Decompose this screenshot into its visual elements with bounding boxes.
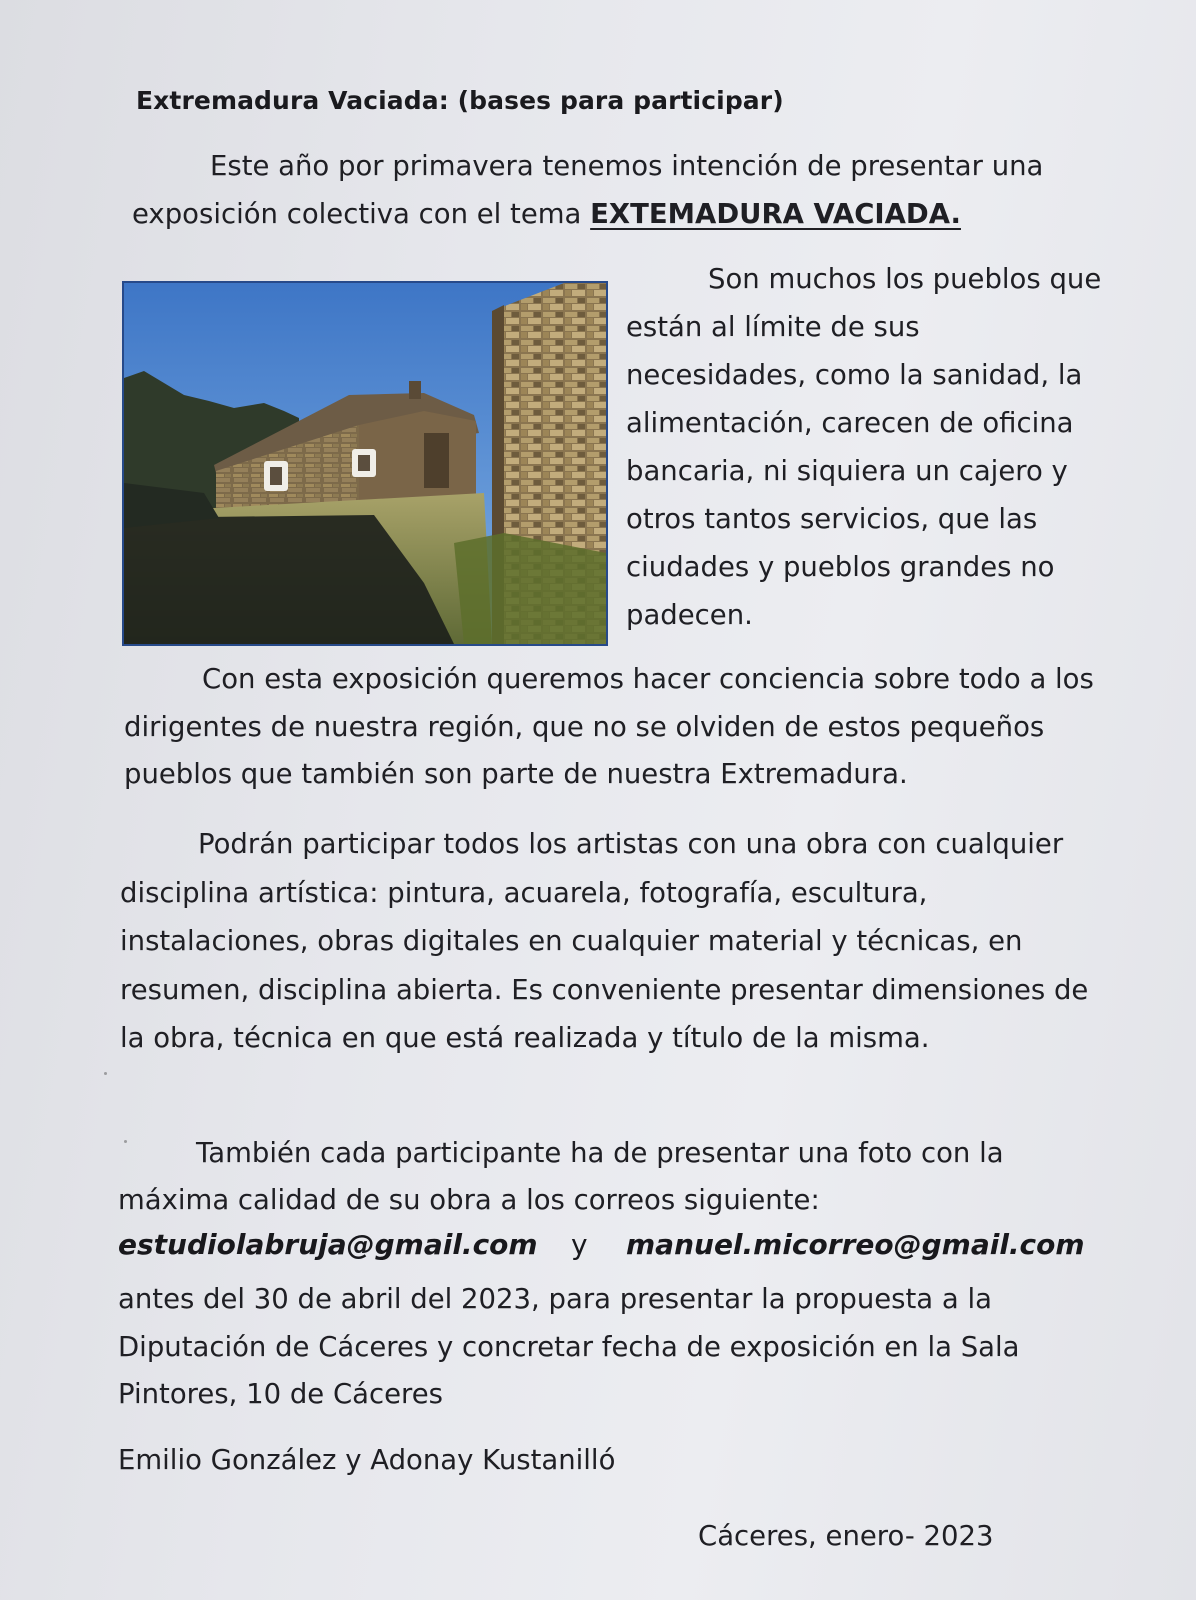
side-line: alimentación, carecen de oficina — [626, 407, 1074, 439]
side-line: padecen. — [626, 599, 753, 631]
photo-illustration — [124, 283, 606, 644]
email-link-estudiolabruja[interactable]: estudiolabruja@gmail.com — [118, 1228, 538, 1261]
side-line: Son muchos los pueblos que — [708, 263, 1102, 295]
participation-paragraph — [120, 820, 1120, 1063]
photo-submission-text: También cada participante ha de presentar una foto con la máxima calidad de su obra a los correos siguiente: — [118, 1137, 1004, 1216]
paper-speck — [124, 1140, 127, 1143]
side-line: otros tantos servicios, que las — [626, 503, 1038, 535]
awareness-text: Con esta exposición queremos hacer conciencia sobre todo a los dirigentes de nuestra región, que no se olviden de estos pequeños pueblos que también son parte de nuestra Extremadura. — [124, 663, 1094, 790]
awareness-paragraph — [124, 656, 1124, 799]
exhibition-theme: EXTEMADURA VACIADA. — [590, 197, 961, 230]
participation-text: Podrán participar todos los artistas con una obra con cualquier disciplina artística: pintura, acuarela, fotografía, escultura, instalaciones, obras digitales en cualquier material y técnicas, en resumen, disciplina abierta. Es conveniente presentar dimensiones de la obra, técnica en que está realizada y título de la misma. — [120, 828, 1089, 1054]
email-link-manuel[interactable]: manuel.micorreo@gmail.com — [626, 1228, 1085, 1261]
intro-text: Este año por primavera tenemos intención de presentar una exposición colectiva con el tema — [132, 150, 1044, 230]
paper-speck — [104, 1072, 107, 1075]
village-house-photo — [122, 281, 608, 646]
intro-paragraph — [132, 143, 1112, 238]
deadline-paragraph: antes del 30 de abril del 2023, para presentar la propuesta a la Diputación de Cáceres y concretar fecha de exposición en la Sala Pintores, 10 de Cáceres — [118, 1283, 1020, 1410]
side-line: ciudades y pueblos grandes no — [626, 551, 1055, 583]
photo-submission-paragraph — [118, 1130, 1118, 1224]
place-date: Cáceres, enero- 2023 — [698, 1520, 994, 1552]
email-connector: y — [571, 1228, 588, 1261]
side-line: necesidades, como la sanidad, la — [626, 359, 1083, 391]
side-line: están al límite de sus — [626, 311, 920, 343]
document-title: Extremadura Vaciada: (bases para participar) — [136, 86, 784, 115]
side-paragraph — [626, 255, 1146, 639]
authors-signature: Emilio González y Adonay Kustanilló — [118, 1444, 616, 1476]
email-line — [118, 1228, 1098, 1261]
side-line: bancaria, ni siquiera un cajero y — [626, 455, 1068, 487]
